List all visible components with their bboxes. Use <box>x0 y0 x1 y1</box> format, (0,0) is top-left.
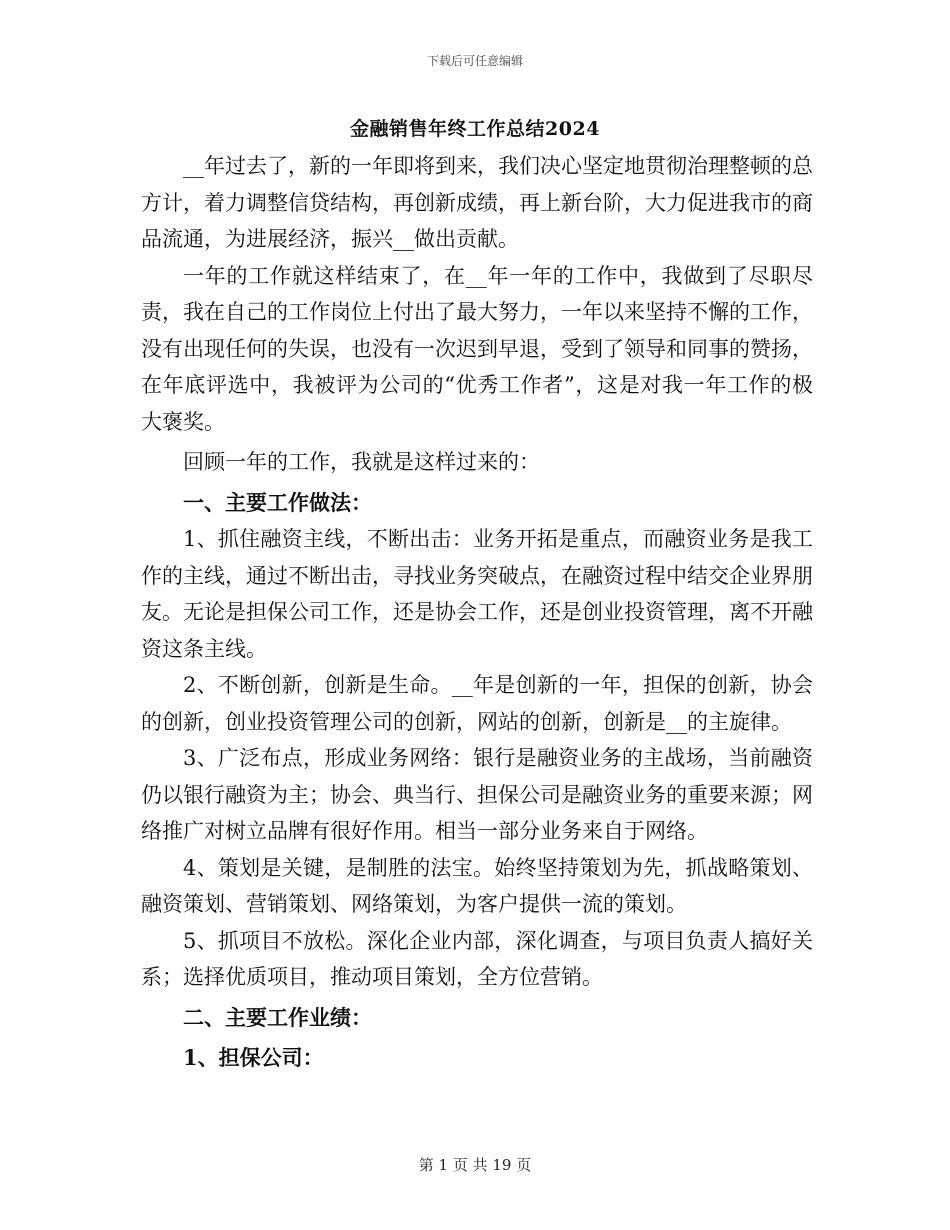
paragraph-intro: __年过去了，新的一年即将到来，我们决心坚定地贯彻治理整顿的总方计，着力调整信贷结构，再创新成绩，再上新台阶，大力促进我市的商品流通，为进展经济，振兴__做出贡献。 <box>141 154 813 251</box>
paragraph-item-3: 3、广泛布点，形成业务网络：银行是融资业务的主战场，当前融资仍以银行融资为主；协会、典当行、担保公司是融资业务的重要来源；网络推广对树立品牌有很好作用。相当一部分业务来自于网络。 <box>141 746 813 843</box>
header-note: 下载后可任意编辑 <box>426 54 523 68</box>
paragraph-review: 回顾一年的工作，我就是这样过来的： <box>183 450 540 474</box>
document-title: 金融销售年终工作总结2024 <box>350 118 600 140</box>
paragraph-item-4: 4、策划是关键，是制胜的法宝。始终坚持策划为先，抓战略策划、融资策划、营销策划、网络策划，为客户提供一流的策划。 <box>141 855 813 916</box>
section-heading-achievements: 二、主要工作业绩： <box>183 1004 372 1030</box>
section-heading-practices: 一、主要工作做法： <box>183 489 372 515</box>
paragraph-summary: 一年的工作就这样结束了，在__年一年的工作中，我做到了尽职尽责，我在自己的工作岗位上付出了最大努力，一年以来坚持不懈的工作，没有出现任何的失误，也没有一次迟到早退，受到了领导和同事的赞扬，在年底评选中，我被评为公司的“优秀工作者”，这是对我一年工作的极大褒奖。 <box>141 263 813 434</box>
paragraph-item-5: 5、抓项目不放松。深化企业内部，深化调查，与项目负责人搞好关系；选择优质项目，推动项目策划，全方位营销。 <box>141 928 813 989</box>
paragraph-item-2: 2、不断创新，创新是生命。__年是创新的一年，担保的创新，协会的创新，创业投资管理公司的创新，网站的创新，创新是__的主旋律。 <box>141 673 813 734</box>
page-number: 第 1 页 共 19 页 <box>418 1156 532 1174</box>
subsection-heading-guarantee: 1、担保公司： <box>183 1045 324 1070</box>
document-body <box>141 148 813 1077</box>
paragraph-item-1: 1、抓住融资主线，不断出击：业务开拓是重点，而融资业务是我工作的主线，通过不断出击，寻找业务突破点，在融资过程中结交企业界朋友。无论是担保公司工作，还是协会工作，还是创业投资管理，离不开融资这条主线。 <box>141 527 813 661</box>
